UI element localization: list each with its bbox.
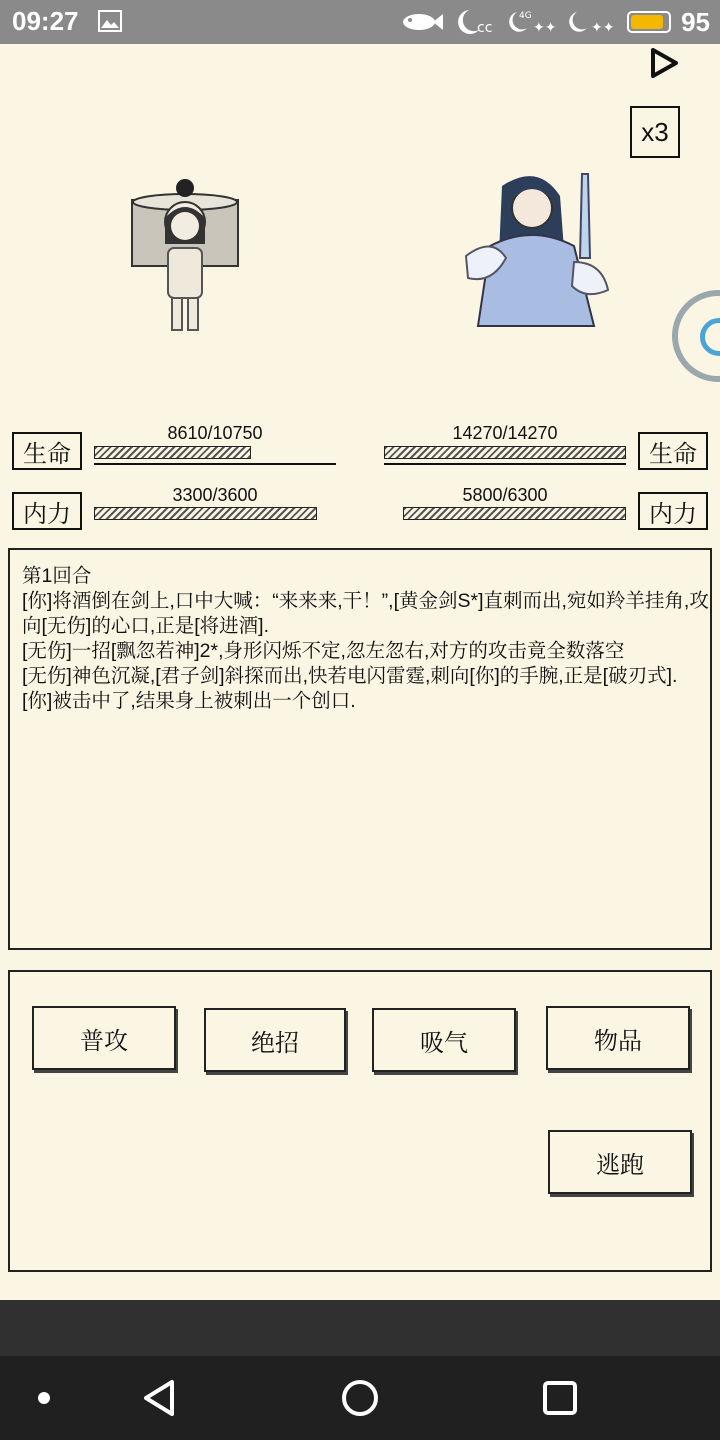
svg-text:✦✦: ✦✦: [533, 20, 557, 36]
status-icons: [397, 0, 710, 44]
log-line: [你]将酒倒在剑上,口中大喊：“来来来,干！”,[黄金剑S*]直刺而出,宛如羚羊挂角,攻向[无伤]的心口,正是[将进酒].: [22, 590, 709, 637]
clock: 09:27: [12, 6, 79, 36]
moon-icon: [453, 8, 497, 36]
enemy-hp-value: 14270/14270: [452, 423, 558, 443]
floating-assist-icon[interactable]: [672, 290, 720, 382]
action-panel: [8, 970, 712, 1272]
navigation-bar: [0, 1356, 720, 1440]
breathe-button[interactable]: 吸气: [372, 1008, 516, 1072]
player-mp-label: 内力: [12, 492, 82, 530]
log-line: [无伤]神色沉凝,[君子剑]斜探而出,快若电闪雷霆,刺向[你]的手腕,正是[破刃式].: [22, 665, 678, 687]
player-character-sprite: [128, 178, 242, 334]
enemy-mp-bar: [403, 507, 626, 520]
enemy-hp-bar-track: [384, 463, 626, 465]
player-hp-bar-track: [94, 463, 336, 465]
battery-level: 95: [681, 6, 710, 37]
home-icon[interactable]: [340, 1378, 380, 1418]
flee-button[interactable]: 逃跑: [548, 1130, 692, 1194]
log-line: [无伤]一招[飘忽若神]2*,身形闪烁不定,忽左忽右,对方的攻击竟全数落空: [22, 640, 625, 662]
player-hp-label: 生命: [12, 432, 82, 470]
svg-text:cc: cc: [477, 20, 493, 36]
recents-icon[interactable]: [542, 1380, 578, 1416]
weather-icon: [567, 8, 617, 36]
player-mp-bar: [94, 507, 317, 520]
battery-icon: [627, 11, 671, 33]
dot-icon[interactable]: [36, 1390, 52, 1406]
skill-button[interactable]: 绝招: [204, 1008, 346, 1072]
play-icon[interactable]: [648, 46, 680, 80]
speed-button[interactable]: x3: [630, 106, 680, 158]
log-line: [你]被击中了,结果身上被刺出一个创口.: [22, 690, 356, 712]
player-mp-value: 3300/3600: [172, 485, 258, 505]
enemy-mp-value: 5800/6300: [462, 485, 548, 505]
image-icon: [98, 10, 122, 32]
svg-text:✦✦: ✦✦: [591, 20, 615, 36]
player-hp-value: 8610/10750: [167, 423, 263, 443]
back-icon[interactable]: [140, 1378, 180, 1418]
bottom-strip: [0, 1300, 720, 1356]
enemy-mp-label: 内力: [638, 492, 708, 530]
battle-log[interactable]: [8, 548, 712, 950]
log-line: 第1回合: [22, 565, 92, 587]
status-bar: [0, 0, 720, 44]
enemy-hp-bar: [384, 446, 626, 459]
signal-4g-icon: [507, 8, 557, 36]
attack-button[interactable]: 普攻: [32, 1006, 176, 1070]
items-button[interactable]: 物品: [546, 1006, 690, 1070]
fish-icon: [397, 11, 443, 33]
enemy-hp-label: 生命: [638, 432, 708, 470]
player-hp-bar: [94, 446, 251, 459]
svg-text:4G: 4G: [519, 11, 532, 21]
enemy-character-sprite: [462, 166, 614, 332]
